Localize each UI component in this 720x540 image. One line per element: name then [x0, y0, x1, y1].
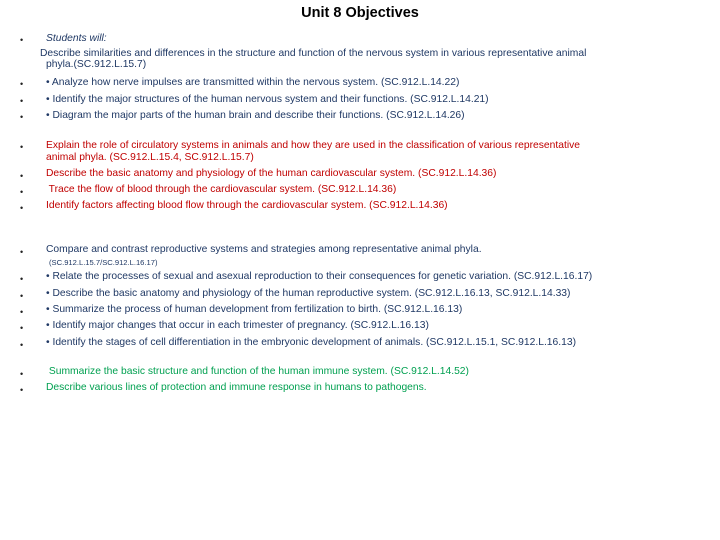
nervous-objective: • Identify the major structures of the human nervous system and their functions. (SC.912.L.14.21) — [46, 94, 489, 105]
bullet: • — [20, 96, 24, 106]
circulatory-intro-line2: animal phyla. (SC.912.L.15.4, SC.912.L.15.7) — [46, 152, 254, 163]
reproductive-intro-code: (SC.912.L.15.7/SC.912.L.16.17) — [49, 258, 158, 267]
reproductive-objective: • Summarize the process of human development from fertilization to birth. (SC.912.L.16.13) — [46, 304, 463, 315]
bullet: • — [20, 291, 24, 301]
bullet: • — [20, 307, 24, 317]
reproductive-intro: Compare and contrast reproductive systems and strategies among representative animal phyla. — [46, 244, 482, 255]
nervous-intro-line1: Describe similarities and differences in the structure and function of the nervous system in various representative animal — [40, 48, 587, 59]
nervous-intro-line2: phyla.(SC.912.L.15.7) — [46, 59, 147, 70]
bullet: • — [20, 142, 24, 152]
nervous-objective: • Analyze how nerve impulses are transmitted within the nervous system. (SC.912.L.14.22) — [46, 77, 460, 88]
immune-objective: Describe various lines of protection and immune response in humans to pathogens. — [46, 382, 427, 393]
reproductive-objective: • Relate the processes of sexual and asexual reproduction to their consequences for genetic variation. (SC.912.L.16.17) — [46, 271, 593, 282]
students-will-heading: Students will: — [46, 33, 107, 44]
nervous-objective: • Diagram the major parts of the human brain and describe their functions. (SC.912.L.14.26) — [46, 110, 465, 121]
bullet: • — [20, 340, 24, 350]
circulatory-objective: Identify factors affecting blood flow through the cardiovascular system. (SC.912.L.14.36) — [46, 200, 448, 211]
bullet: • — [20, 203, 24, 213]
reproductive-objective: • Identify the stages of cell differentiation in the embryonic development of animals. (SC.912.L.15.1, SC.912.L.16.13) — [46, 337, 577, 348]
circulatory-intro-line1: Explain the role of circulatory systems in animals and how they are used in the classification of various representative — [46, 140, 580, 151]
bullet: • — [20, 369, 24, 379]
bullet: • — [20, 171, 24, 181]
circulatory-objective: Describe the basic anatomy and physiology of the human cardiovascular system. (SC.912.L.14.36) — [46, 168, 497, 179]
bullet: • — [20, 385, 24, 395]
bullet: • — [20, 323, 24, 333]
page-title: Unit 8 Objectives — [301, 5, 419, 21]
circulatory-objective: Trace the flow of blood through the cardiovascular system. (SC.912.L.14.36) — [46, 184, 397, 195]
bullet: • — [20, 112, 24, 122]
reproductive-objective: • Identify major changes that occur in each trimester of pregnancy. (SC.912.L.16.13) — [46, 320, 429, 331]
reproductive-objective: • Describe the basic anatomy and physiology of the human reproductive system. (SC.912.L.16.13, SC.912.L.14.33) — [46, 288, 571, 299]
bullet: • — [20, 35, 24, 45]
bullet: • — [20, 79, 24, 89]
bullet: • — [20, 187, 24, 197]
bullet: • — [20, 274, 24, 284]
bullet: • — [20, 247, 24, 257]
immune-objective: Summarize the basic structure and function of the human immune system. (SC.912.L.14.52) — [46, 366, 469, 377]
